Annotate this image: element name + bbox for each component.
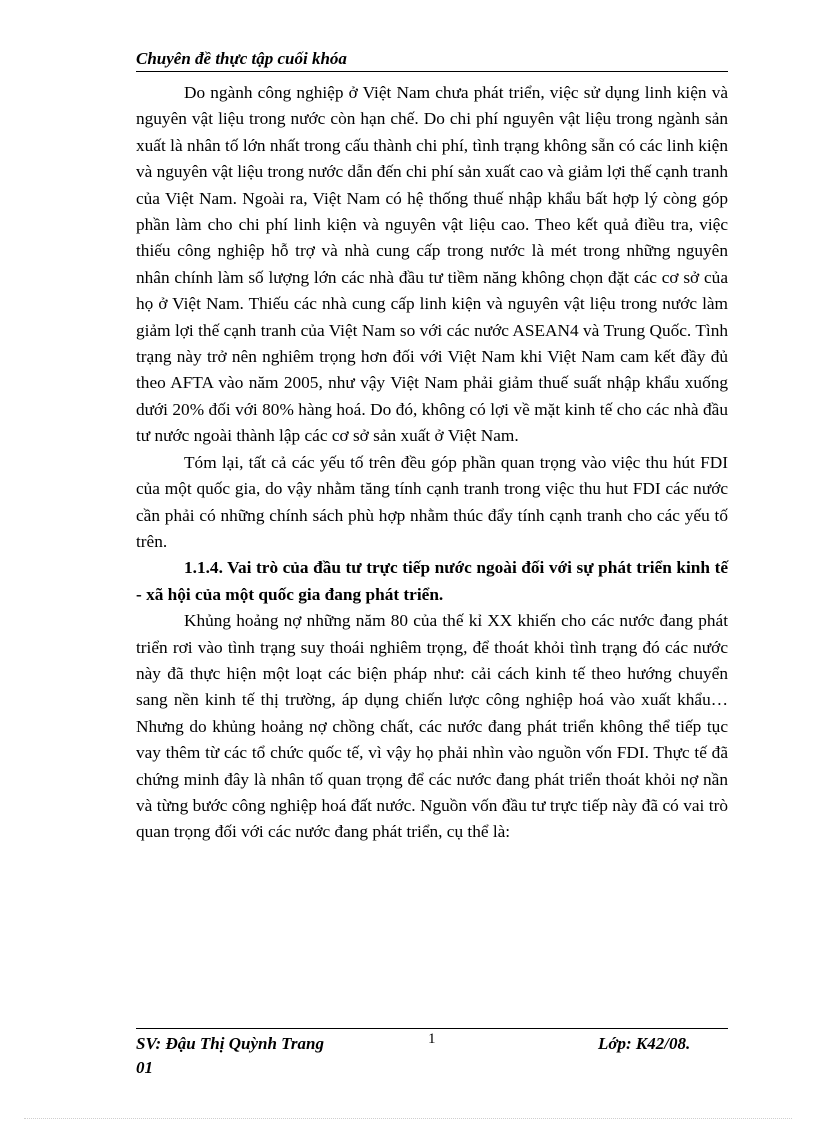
footer-student bbox=[136, 1032, 324, 1080]
footer-student-name: SV: Đậu Thị Quỳnh Trang bbox=[136, 1034, 324, 1053]
page-number: 1 bbox=[428, 1031, 436, 1047]
page-edge-divider bbox=[24, 1118, 792, 1119]
footer-divider bbox=[136, 1028, 728, 1029]
footer-class: Lớp: K42/08. bbox=[598, 1034, 691, 1053]
section-heading: 1.1.4. Vai trò của đầu tư trực tiếp nước ngoài đối với sự phát triển kinh tế - xã hội của một quốc gia đang phát triển. bbox=[136, 558, 728, 604]
document-body bbox=[136, 80, 728, 846]
body-paragraph-1: Do ngành công nghiệp ở Việt Nam chưa phát triển, việc sử dụng linh kiện và nguyên vật liệu trong nước còn hạn chế. Do chi phí nguyên vật liệu trong ngành sản xuất là nhân tố lớn nhất trong cấu thành chi phí, tình trạng không sẵn có các linh kiện và nguyên vật liệu trong nước dẫn đến chi phí sản xuất cao và giảm lợi thế cạnh tranh của Việt Nam. Ngoài ra, Việt Nam có hệ thống thuế nhập khẩu bất hợp lý còng góp phần làm cho chi phí linh kiện và nguyên vật liệu cao. Theo kết quả điều tra, việc thiếu công nghiệp hỗ trợ và nhà cung cấp trong nước là mét trong những nguyên nhân chính làm số lượng lớn các nhà đầu tư tiềm năng không chọn đặt các cơ sở của họ ở Việt Nam. Thiếu các nhà cung cấp linh kiện và nguyên vật liệu trong nước làm giảm lợi thế cạnh tranh của Việt Nam so với các nước ASEAN4 và Trung Quốc. Tình trạng này trở nên nghiêm trọng hơn đối với Việt Nam khi Việt Nam cam kết đầy đủ theo AFTA vào năm 2005, như vậy Việt Nam phải giảm thuế suất nhập khẩu xuống dưới 20% đối với 80% hàng hoá. Do đó, không có lợi về mặt kinh tế cho các nhà đầu tư nước ngoài thành lập các cơ sở sản xuất ở Việt Nam. bbox=[136, 83, 728, 446]
body-paragraph-2: Tóm lại, tất cả các yếu tố trên đều góp phần quan trọng vào việc thu hút FDI của một quốc gia, do vậy nhằm tăng tính cạnh tranh trong việc thu hut FDI các nước cần phải có những chính sách phù hợp nhằm thúc đẩy tính cạnh tranh cho các yếu tố trên. bbox=[136, 452, 728, 551]
footer-student-suffix: 01 bbox=[136, 1058, 153, 1077]
body-paragraph-3: Khủng hoảng nợ những năm 80 của thế kỉ XX khiến cho các nước đang phát triển rơi vào tình trạng suy thoái nghiêm trọng, để thoát khỏi tình trạng đó các nước này đã thực hiện một loạt các biện pháp như: cải cách kinh tế theo hướng chuyển sang nền kinh tế thị trường, áp dụng chiến lược công nghiệp hoá vào xuất khẩu… Nhưng do khủng hoảng nợ chồng chất, các nước đang phát triển không thể tiếp tục vay thêm từ các tổ chức quốc tế, vì vậy họ phải nhìn vào nguồn vốn FDI. Thực tế đã chứng minh đây là nhân tố quan trọng để các nước đang phát triển thoát khỏi nợ nần và từng bước công nghiệp hoá đất nước. Nguồn vốn đầu tư trực tiếp này đã có vai trò quan trọng đối với các nước đang phát triển, cụ thể là: bbox=[136, 611, 728, 842]
header-divider bbox=[136, 71, 728, 72]
page-header-title: Chuyên đề thực tập cuối khóa bbox=[136, 49, 347, 68]
